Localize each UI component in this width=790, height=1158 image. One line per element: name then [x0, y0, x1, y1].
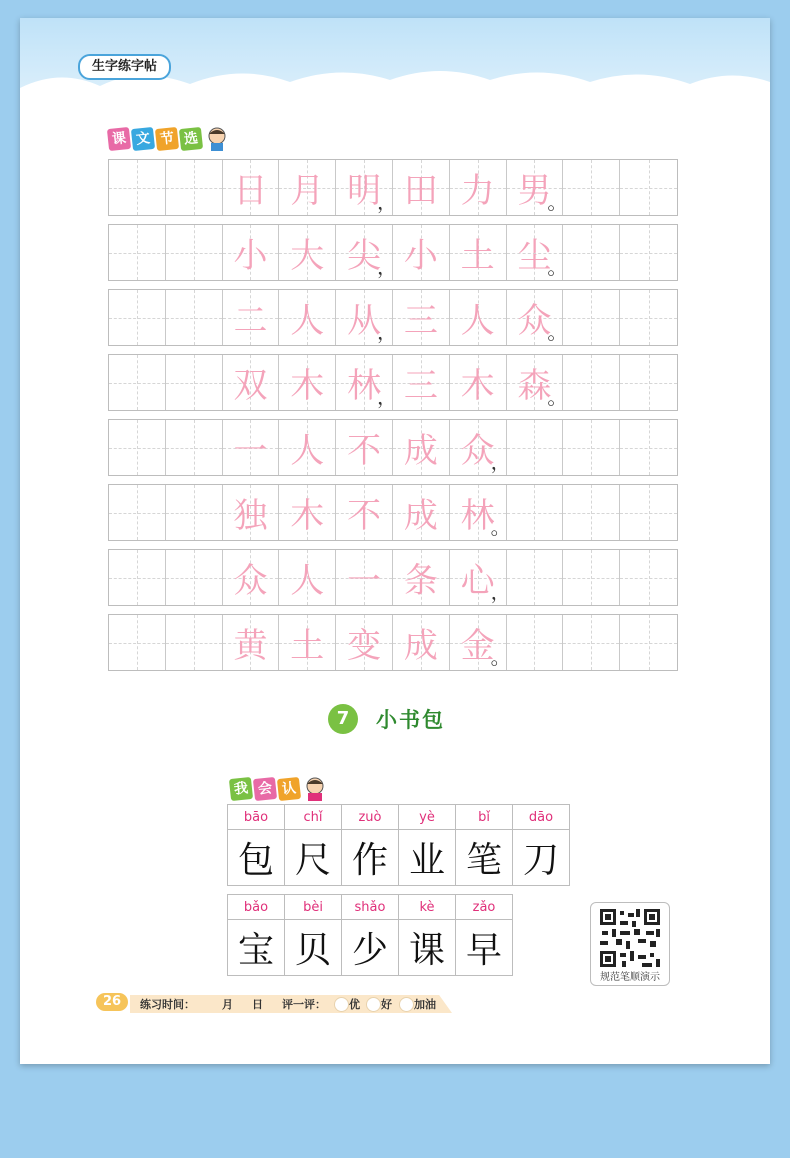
writing-cell[interactable]: [166, 160, 223, 215]
writing-cell[interactable]: [450, 225, 507, 280]
writing-cell[interactable]: [166, 615, 223, 670]
trace-character: 人: [290, 431, 325, 471]
writing-cell[interactable]: [620, 225, 677, 280]
trace-character: 心: [460, 561, 495, 601]
passage-row: [108, 549, 678, 606]
writing-cell[interactable]: [279, 355, 336, 410]
punctuation-mark: ，: [376, 255, 397, 279]
trace-character: 日: [233, 171, 268, 211]
practice-time-label: 练习时间：: [140, 998, 195, 1011]
writing-cell[interactable]: [109, 290, 166, 345]
writing-cell[interactable]: [563, 550, 620, 605]
writing-cell[interactable]: [393, 550, 450, 605]
writing-cell[interactable]: [166, 485, 223, 540]
writing-cell[interactable]: [620, 290, 677, 345]
rating-good-label: 好: [381, 998, 392, 1011]
lesson-number-badge: 7: [328, 704, 358, 734]
trace-character: 小: [403, 236, 438, 276]
trace-character: 一: [347, 561, 382, 601]
trace-character: 成: [403, 496, 438, 536]
trace-character: 变: [347, 626, 382, 666]
month-label: 月: [222, 998, 233, 1011]
trace-character: 三: [403, 366, 438, 406]
page-footer: [90, 993, 460, 1017]
day-label: 日: [252, 998, 263, 1011]
pinyin-cell: shǎo: [342, 895, 399, 920]
writing-cell[interactable]: [223, 355, 280, 410]
writing-cell[interactable]: [620, 420, 677, 475]
pinyin-cell: dāo: [513, 805, 570, 830]
recognize-table-row1: [227, 804, 570, 886]
passage-row: [108, 484, 678, 541]
trace-character: 三: [403, 301, 438, 341]
trace-character: 尘: [517, 236, 552, 276]
writing-cell[interactable]: [563, 225, 620, 280]
writing-cell[interactable]: [507, 615, 564, 670]
trace-character: 众: [517, 301, 552, 341]
punctuation-mark: ，: [490, 580, 511, 604]
writing-cell[interactable]: [166, 550, 223, 605]
badge-char: 课: [107, 127, 131, 151]
writing-cell[interactable]: [563, 420, 620, 475]
writing-cell[interactable]: [393, 355, 450, 410]
writing-cell[interactable]: [223, 485, 280, 540]
passage-row: [108, 354, 678, 411]
header-title: 生字练字帖: [78, 54, 171, 80]
writing-cell[interactable]: [336, 550, 393, 605]
writing-cell[interactable]: [507, 355, 568, 410]
qr-caption: 规范笔顺演示: [600, 972, 660, 983]
pinyin-cell: zǎo: [456, 895, 513, 920]
pinyin-cell: zuò: [342, 805, 399, 830]
trace-character: 众: [460, 431, 495, 471]
trace-character: 不: [347, 431, 382, 471]
writing-cell[interactable]: [563, 290, 620, 345]
page-number: 26: [96, 993, 128, 1011]
trace-character: 明: [347, 171, 382, 211]
writing-cell[interactable]: [393, 420, 450, 475]
rating-circle-excellent[interactable]: [334, 997, 349, 1012]
trace-character: 木: [290, 496, 325, 536]
trace-character: 一: [233, 431, 268, 471]
recognize-table-row2: [227, 894, 513, 976]
passage-row: [108, 159, 678, 216]
writing-cell[interactable]: [336, 160, 397, 215]
pinyin-cell: kè: [399, 895, 456, 920]
trace-character: 林: [460, 496, 495, 536]
trace-character: 月: [290, 171, 325, 211]
rating-circle-cheer[interactable]: [399, 997, 414, 1012]
pinyin-cell: bāo: [228, 805, 285, 830]
hanzi-cell: 尺: [285, 830, 342, 886]
trace-character: 人: [290, 301, 325, 341]
writing-cell[interactable]: [620, 485, 677, 540]
writing-cell[interactable]: [166, 355, 223, 410]
rating-cheer-label: 加油: [414, 998, 436, 1011]
writing-cell[interactable]: [620, 355, 677, 410]
trace-character: 土: [290, 626, 325, 666]
punctuation-mark: 。: [547, 385, 568, 409]
writing-cell[interactable]: [563, 485, 620, 540]
hanzi-cell: 包: [228, 830, 285, 886]
punctuation-mark: 。: [490, 645, 511, 669]
writing-cell[interactable]: [336, 290, 397, 345]
trace-character: 人: [460, 301, 495, 341]
section-badge-reading: [108, 126, 230, 152]
trace-character: 从: [347, 301, 382, 341]
punctuation-mark: 。: [547, 190, 568, 214]
punctuation-mark: ，: [376, 190, 397, 214]
badge-char: 节: [155, 127, 179, 151]
punctuation-mark: ，: [490, 450, 511, 474]
hanzi-cell: 早: [456, 920, 513, 976]
hanzi-cell: 宝: [228, 920, 285, 976]
writing-cell[interactable]: [279, 160, 336, 215]
punctuation-mark: ，: [376, 385, 397, 409]
writing-cell[interactable]: [279, 485, 336, 540]
passage-row: [108, 614, 678, 671]
boy-book-icon: [302, 776, 328, 802]
hanzi-cell: 业: [399, 830, 456, 886]
writing-cell[interactable]: [279, 225, 336, 280]
trace-character: 森: [517, 366, 552, 406]
writing-cell[interactable]: [393, 485, 450, 540]
pinyin-cell: yè: [399, 805, 456, 830]
writing-cell[interactable]: [336, 615, 393, 670]
pinyin-cell: chǐ: [285, 805, 342, 830]
writing-cell[interactable]: [279, 550, 336, 605]
trace-character: 成: [403, 431, 438, 471]
badge-char: 认: [277, 777, 301, 801]
lesson-title: 小书包: [376, 708, 445, 732]
punctuation-mark: 。: [490, 515, 511, 539]
trace-character: 二: [233, 301, 268, 341]
passage-row: [108, 419, 678, 476]
writing-cell[interactable]: [507, 485, 564, 540]
trace-character: 木: [460, 366, 495, 406]
writing-cell[interactable]: [507, 550, 564, 605]
writing-cell[interactable]: [336, 225, 397, 280]
writing-cell[interactable]: [450, 355, 507, 410]
writing-cell[interactable]: [223, 225, 280, 280]
passage-row: [108, 224, 678, 281]
rating-circle-good[interactable]: [366, 997, 381, 1012]
writing-cell[interactable]: [223, 420, 280, 475]
writing-cell[interactable]: [223, 615, 280, 670]
writing-cell[interactable]: [450, 160, 507, 215]
punctuation-mark: 。: [547, 255, 568, 279]
hanzi-cell: 课: [399, 920, 456, 976]
writing-cell[interactable]: [166, 290, 223, 345]
trace-character: 尖: [347, 236, 382, 276]
pinyin-cell: bèi: [285, 895, 342, 920]
writing-cell[interactable]: [336, 420, 393, 475]
writing-cell[interactable]: [450, 485, 511, 540]
qr-code-icon: [598, 907, 662, 969]
writing-cell[interactable]: [109, 355, 166, 410]
trace-character: 独: [233, 496, 268, 536]
trace-character: 众: [233, 561, 268, 601]
boy-reading-icon: [204, 126, 230, 152]
writing-cell[interactable]: [279, 290, 336, 345]
trace-character: 条: [403, 561, 438, 601]
passage-row: [108, 289, 678, 346]
writing-cell[interactable]: [109, 485, 166, 540]
writing-cell[interactable]: [620, 160, 677, 215]
writing-cell[interactable]: [507, 420, 564, 475]
punctuation-mark: ，: [376, 320, 397, 344]
trace-character: 人: [290, 561, 325, 601]
writing-cell[interactable]: [393, 290, 450, 345]
trace-character: 小: [233, 236, 268, 276]
trace-character: 力: [460, 171, 495, 211]
writing-cell[interactable]: [279, 420, 336, 475]
trace-character: 田: [403, 171, 438, 211]
writing-cell[interactable]: [507, 290, 568, 345]
badge-char: 选: [179, 127, 203, 151]
writing-cell[interactable]: [563, 615, 620, 670]
writing-cell[interactable]: [507, 225, 568, 280]
writing-cell[interactable]: [450, 290, 507, 345]
workbook-page: [20, 18, 770, 1064]
writing-cell[interactable]: [336, 485, 393, 540]
writing-cell[interactable]: [166, 420, 223, 475]
writing-cell[interactable]: [563, 160, 620, 215]
writing-cell[interactable]: [223, 290, 280, 345]
writing-cell[interactable]: [450, 550, 511, 605]
hanzi-cell: 少: [342, 920, 399, 976]
trace-character: 土: [460, 236, 495, 276]
writing-cell[interactable]: [620, 615, 677, 670]
writing-cell[interactable]: [450, 420, 511, 475]
trace-character: 木: [290, 366, 325, 406]
trace-character: 成: [403, 626, 438, 666]
rating-excellent-label: 优: [349, 998, 360, 1011]
trace-character: 林: [347, 366, 382, 406]
lesson-heading: [328, 704, 445, 734]
writing-cell[interactable]: [109, 225, 166, 280]
writing-cell[interactable]: [620, 550, 677, 605]
writing-cell[interactable]: [109, 160, 166, 215]
writing-cell[interactable]: [223, 160, 280, 215]
punctuation-mark: 。: [547, 320, 568, 344]
trace-character: 双: [233, 366, 268, 406]
writing-cell[interactable]: [393, 160, 450, 215]
badge-char: 会: [253, 777, 277, 801]
trace-character: 大: [290, 236, 325, 276]
hanzi-cell: 刀: [513, 830, 570, 886]
badge-char: 文: [131, 127, 155, 151]
section-badge-recognize: [230, 776, 328, 802]
rate-label: 评一评：: [282, 998, 326, 1011]
trace-character: 不: [347, 496, 382, 536]
trace-character: 男: [517, 171, 552, 211]
hanzi-cell: 贝: [285, 920, 342, 976]
writing-cell[interactable]: [563, 355, 620, 410]
writing-cell[interactable]: [393, 615, 450, 670]
writing-cell[interactable]: [166, 225, 223, 280]
writing-cell[interactable]: [109, 615, 166, 670]
writing-cell[interactable]: [336, 355, 397, 410]
writing-cell[interactable]: [279, 615, 336, 670]
writing-cell[interactable]: [507, 160, 568, 215]
writing-cell[interactable]: [393, 225, 450, 280]
badge-char: 我: [229, 777, 253, 801]
writing-cell[interactable]: [109, 420, 166, 475]
hanzi-cell: 笔: [456, 830, 513, 886]
writing-cell[interactable]: [223, 550, 280, 605]
qr-code-box[interactable]: [590, 902, 670, 986]
writing-cell[interactable]: [109, 550, 166, 605]
pinyin-cell: bǎo: [228, 895, 285, 920]
hanzi-cell: 作: [342, 830, 399, 886]
trace-character: 金: [460, 626, 495, 666]
passage-grid: [108, 159, 678, 679]
pinyin-cell: bǐ: [456, 805, 513, 830]
writing-cell[interactable]: [450, 615, 511, 670]
trace-character: 黄: [233, 626, 268, 666]
